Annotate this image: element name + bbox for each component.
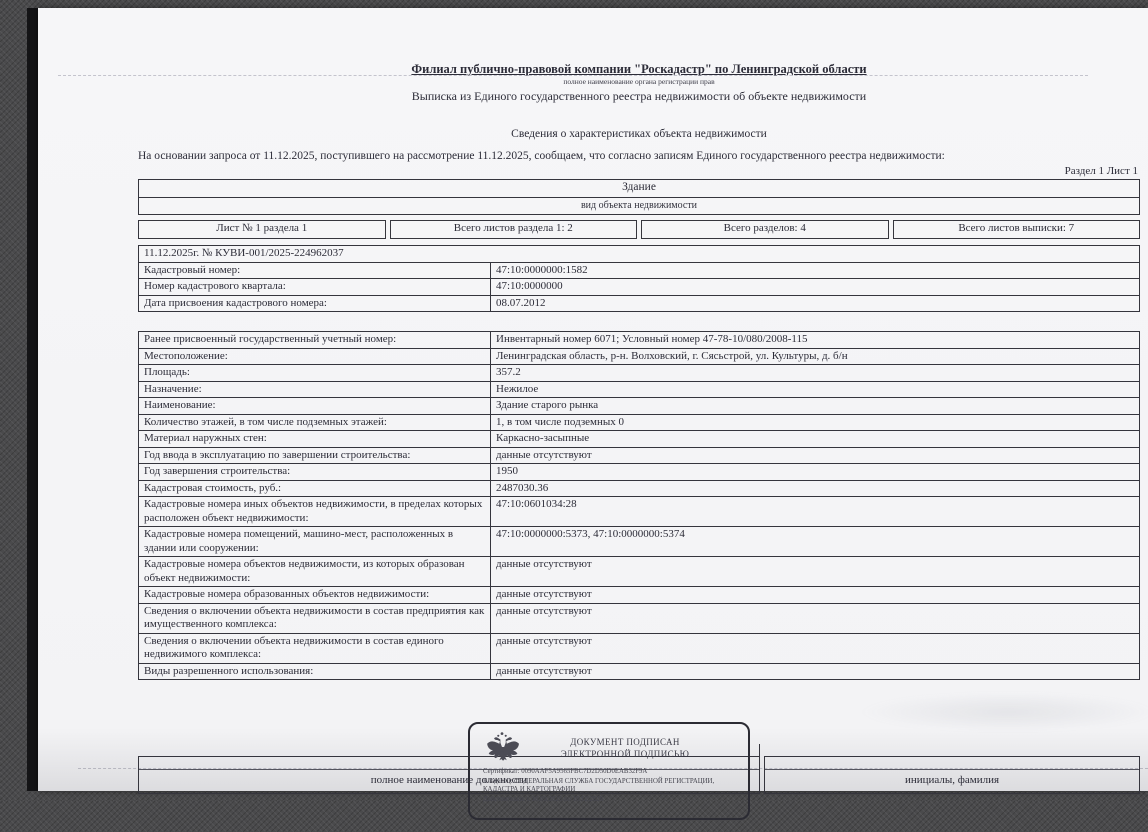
row-value: 47:10:0000000:5373, 47:10:0000000:5374	[491, 527, 1140, 557]
document-content	[38, 8, 1148, 803]
table-row	[139, 557, 1140, 587]
row-label: Год ввода в эксплуатацию по завершении строительства:	[139, 447, 491, 464]
signature-line	[765, 769, 1139, 770]
row-value: данные отсутствуют	[491, 447, 1140, 464]
row-label: Кадастровые номера объектов недвижимости, из которых образован объект недвижимости:	[139, 557, 491, 587]
row-label: Виды разрешенного использования:	[139, 663, 491, 680]
row-value: 1950	[491, 464, 1140, 481]
table-row	[139, 414, 1140, 431]
row-value: данные отсутствуют	[491, 663, 1140, 680]
row-label: Ранее присвоенный государственный учетный номер:	[139, 332, 491, 349]
row-value: данные отсутствуют	[491, 603, 1140, 633]
scan-smudge	[858, 692, 1148, 732]
org-caption: полное наименование органа регистрации прав	[563, 77, 715, 86]
stamp-title-line-2: ЭЛЕКТРОННОЙ ПОДПИСЬЮ	[560, 749, 690, 759]
table-row	[139, 295, 1140, 312]
stamp-owner: Владелец: ФЕДЕРАЛЬНАЯ СЛУЖБА ГОСУДАРСТВЕННОЙ РЕГИСТРАЦИИ, КАДАСТРА И КАРТОГРАФИИ	[483, 777, 715, 794]
row-label: Кадастровый номер:	[139, 262, 491, 279]
object-type-caption: вид объекта недвижимости	[139, 198, 1140, 215]
row-label: Кадастровые номера помещений, машино-мест, расположенных в здании или сооружении:	[139, 527, 491, 557]
row-label: Кадастровая стоимость, руб.:	[139, 480, 491, 497]
sheet-info-cell: Всего листов выписки: 7	[893, 220, 1141, 239]
row-value: данные отсутствуют	[491, 557, 1140, 587]
row-label: Кадастровые номера иных объектов недвижимости, в пределах которых расположен объект недвижимости:	[139, 497, 491, 527]
footer-divider	[759, 744, 760, 758]
table-row	[138, 220, 1140, 239]
footer-position-label: полное наименование должности	[370, 774, 528, 786]
row-label: Кадастровые номера образованных объектов недвижимости:	[139, 587, 491, 604]
row-label: Материал наружных стен:	[139, 431, 491, 448]
table-row	[139, 447, 1140, 464]
footer-name-label: инициалы, фамилия	[904, 774, 1000, 786]
row-label: Местоположение:	[139, 348, 491, 365]
row-value: Каркасно-засыпные	[491, 431, 1140, 448]
section-title: Сведения о характеристиках объекта недвижимости	[511, 128, 767, 140]
table-row	[139, 527, 1140, 557]
row-value: 47:10:0000000	[491, 279, 1140, 296]
stamp-certificate: Сертификат: 0090AAF5A9565FBC7D2D50D0EAB32F9A	[483, 768, 648, 775]
table-row	[139, 279, 1140, 296]
row-value: 47:10:0601034:28	[491, 497, 1140, 527]
row-label: Номер кадастрового квартала:	[139, 279, 491, 296]
doc-title: Выписка из Единого государственного реестра недвижимости об объекте недвижимости	[411, 89, 867, 103]
stamp-validity: Действителен: с 16.09.2025 по 10.12.2026	[483, 795, 604, 803]
row-label: Год завершения строительства:	[139, 464, 491, 481]
cadastral-number-table	[138, 245, 1140, 313]
object-type-value: Здание	[139, 180, 1140, 198]
table-row	[139, 464, 1140, 481]
stamp-title	[520, 736, 730, 760]
row-value: Инвентарный номер 6071; Условный номер 47-78-10/080/2008-115	[491, 332, 1140, 349]
table-row	[139, 398, 1140, 415]
scan-black-edge	[27, 8, 38, 791]
row-value: 08.07.2012	[491, 295, 1140, 312]
org-name: Филиал публично-правовой компании "Роскадастр" по Ленинградской области	[411, 62, 867, 76]
table-row	[139, 332, 1140, 349]
row-value: данные отсутствуют	[491, 633, 1140, 663]
row-label: Сведения о включении объекта недвижимости в состав единого недвижимого комплекса:	[139, 633, 491, 663]
row-value: 1, в том числе подземных 0	[491, 414, 1140, 431]
basis-text: На основании запроса от 11.12.2025, поступившего на рассмотрение 11.12.2025, сообщаем, что согласно записям Единого государственного реестра недвижимости:	[138, 150, 945, 162]
object-type-table	[138, 179, 1140, 215]
table-row	[139, 480, 1140, 497]
table-row	[139, 381, 1140, 398]
table-row	[139, 633, 1140, 663]
footer-name-box	[764, 756, 1140, 794]
table-row	[139, 365, 1140, 382]
request-number-row	[139, 245, 1140, 262]
section-sheet-label: Раздел 1 Лист 1	[1064, 165, 1138, 177]
row-value: Здание старого рынка	[491, 398, 1140, 415]
table-row	[139, 348, 1140, 365]
row-label: Наименование:	[139, 398, 491, 415]
sheet-info-cell: Лист № 1 раздела 1	[138, 220, 386, 239]
row-value: 2487030.36	[491, 480, 1140, 497]
row-value: данные отсутствуют	[491, 587, 1140, 604]
row-label: Сведения о включении объекта недвижимости в состав предприятия как имущественного комплекса:	[139, 603, 491, 633]
row-value: 47:10:0000000:1582	[491, 262, 1140, 279]
object-details-table	[138, 331, 1140, 680]
row-label: Назначение:	[139, 381, 491, 398]
table-row	[139, 603, 1140, 633]
table-row	[139, 663, 1140, 680]
table-row	[139, 180, 1140, 198]
row-value: Ленинградская область, р-н. Волховский, г. Сясьстрой, ул. Культуры, д. б/н	[491, 348, 1140, 365]
table-row	[139, 198, 1140, 215]
signature-footer	[138, 722, 1140, 832]
request-number: 11.12.2025г. № КУВИ-001/2025-224962037	[139, 245, 1140, 262]
coat-of-arms-eagle-icon	[484, 731, 520, 765]
table-row	[139, 587, 1140, 604]
row-value: 357.2	[491, 365, 1140, 382]
table-row	[139, 497, 1140, 527]
sheet-info-cell: Всего листов раздела 1: 2	[390, 220, 638, 239]
document-page	[38, 8, 1148, 803]
row-label: Количество этажей, в том числе подземных этажей:	[139, 414, 491, 431]
row-label: Площадь:	[139, 365, 491, 382]
sheet-info-table	[134, 220, 1144, 239]
table-row	[139, 431, 1140, 448]
table-row	[139, 262, 1140, 279]
digital-signature-stamp	[468, 722, 750, 820]
stamp-header	[470, 731, 748, 765]
sheet-info-cell: Всего разделов: 4	[641, 220, 889, 239]
stamp-title-line-1: ДОКУМЕНТ ПОДПИСАН	[570, 737, 680, 747]
row-value: Нежилое	[491, 381, 1140, 398]
row-label: Дата присвоения кадастрового номера:	[139, 295, 491, 312]
